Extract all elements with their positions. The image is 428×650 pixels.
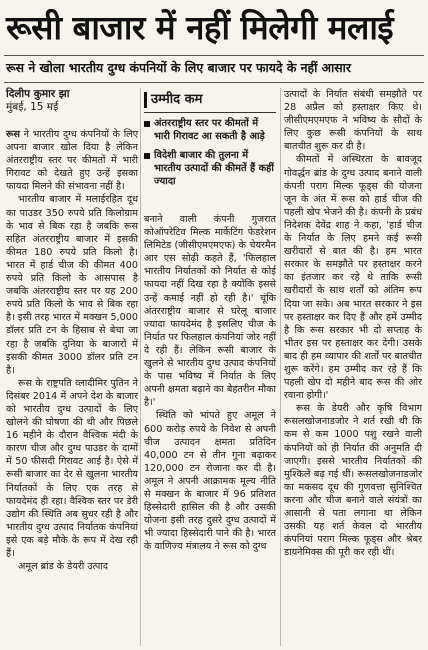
column-divider — [140, 88, 141, 646]
paragraph: अमूल ब्रांड के डेयरी उत्पाद — [18, 561, 108, 573]
highlight-item — [144, 117, 276, 143]
headline: रूसी बाजार में नहीं मिलेगी मलाई — [6, 8, 394, 47]
column-divider — [280, 88, 281, 646]
lead-word: रूस — [6, 129, 20, 140]
byline-dateline: मुंबई, 15 मई — [6, 101, 59, 113]
highlight-box-title: उम्मीद कम — [144, 92, 276, 108]
paragraph-text: ने भारतीय दुग्ध कंपनियों के लिए अपना बाजार खोल दिया है लेकिन अंतरराष्ट्रीय स्तर पर कीमतों में भारी गिरावट को देखते हुए उन्हें इसका फायदा मिलने की संभावना नहीं है। — [6, 129, 138, 193]
byline — [6, 88, 69, 114]
article-column-2 — [144, 213, 276, 553]
subheadline-rule — [4, 82, 424, 83]
highlight-item-text: अंतरराष्ट्रीय स्तर पर कीमतों में भारी गिरावट आ सकती है आड़े — [154, 118, 265, 142]
highlight-box-rule — [144, 112, 276, 113]
paragraph: रूस के राष्ट्रपति व्लादीमिर पुतिन ने दिसंबर 2014 में अपने देश के बाजार को भारतीय दुग्ध उत्पादों के लिए खोलने की घोषणा की थी और पिछले 16 महीने के दौरान वैश्विक मंदी के कारण चीज और दुग्ध पाउडर के दामों में 50 फीसदी गिरावट आई है। ऐसे में रूसी बाजार का देर से खुलना भारतीय निर्यातकों के लिए एक तरह से फायदेमंद ही रहा। वैश्विक स्तर पर डेरी उद्योग की स्थिति अब सुधर रही है और भारतीय दुग्ध उत्पाद निर्यातक कंपनियां इसे एक बड़े मौके के रूप में देख रही हैं। — [6, 377, 138, 559]
bullet-icon — [144, 153, 150, 159]
paragraph: रूस के डेयरी और कृषि विभाग रूसलखोजनाडजोर ने शर्त रखी थी कि कम से कम 1000 पशु रखने वाली कंपनियों को ही निर्यात की अनुमति दी जाएगी। इससे भारतीय निर्यातकों की मुश्किलें बढ़ गई थीं। रूसलखोजनाडजोर का मकसद दूध की गुणवत्ता सुनिश्चित करना और चीज बनाने वाले संयंत्रों का आसानी से पता लगाना था लेकिन उसकी यह शर्त केवल दो भारतीय कंपनियां पराग मिल्क फूड्स और श्रेबर डायनेमिक्स की पूरी कर रही थीं। — [284, 403, 422, 559]
paragraph: स्थिति को भांपते हुए अमूल ने 600 करोड़ रुपये के निवेश से अपनी चीज उत्पादन क्षमता प्रतिदिन 40,000 टन से तीन गुना बढ़ाकर 120,000 टन रोजाना कर दी है। अमूल ने अपनी आक्रामक मूल्य नीति से मक्खन के बाजार में 96 प्रतिशत हिस्सेदारी हासिल की है और उसकी योजना इसी तरह दुसरे दुग्ध उत्पादों में भी ज्यादा हिस्सेदारी पाने की है। भारत के वाणिज्य मंत्रालय ने रूस को दुग्ध — [144, 410, 276, 553]
headline-rule — [4, 55, 424, 56]
paragraph: कीमतों में अस्थिरता के बावजूद गोवर्द्धन ब्रांड के दुग्ध उत्पाद बनाने वाली कंपनी पराग मिल्क फूड्स की योजना जून के अंत में रूस को हार्ड चीज की पहली खेप भेजने की है। कंपनी के प्रबंध निदेशक देवेंद्र शाह ने कहा, 'हार्ड चीज के निर्यात के लिए हमने कई रूसी खरीदारों से बात की है। हम भारत सरकार के समझौते पर हस्ताक्षर करने का इंतजार कर रहे थे ताकि रूसी खरीदारों के साथ शर्तों को अंतिम रूप दिया जा सके। अब भारत सरकार ने इस पर हस्ताक्षर कर दिए हैं और हमें उम्मीद है कि रूस सरकार भी दो सप्ताह के भीतर इस पर हस्ताक्षर कर देगी। उसके बाद ही हम व्यापार की शर्तों पर बातचीत शुरू करेंगे। हम उम्मीद कर रहे हैं कि पहली खेप दो महीने बाद रूस की ओर रवाना होगी।' — [284, 154, 422, 402]
highlight-box — [144, 92, 276, 204]
highlight-item — [144, 149, 276, 188]
paragraph: भारतीय बाजार में मलाईरहित दूध का पाउडर 350 रुपये प्रति किलोग्राम के भाव से बिक रहा है जबकि रूस सहित अंतरराष्ट्रीय बाजार में इसकी कीमत 180 रुपये प्रति किलो है। भारत में हार्ड चीज की कीमत 400 रुपये प्रति किलो के आसपास है जबकि अंतरराष्ट्रीय स्तर पर यह 200 रुपये प्रति किलो के भाव से बिक रहा है। इसी तरह भारत में मक्खन 5,000 डॉलर प्रति टन के हिसाब से बेचा जा रहा है जबकि दुनिया के बाजारों में इसकी कीमत 3000 डॉलर प्रति टन है। — [6, 194, 138, 376]
article-column-1 — [6, 128, 138, 573]
byline-author: दिलीप कुमार झा — [6, 88, 70, 100]
paragraph — [6, 128, 138, 193]
bullet-icon — [144, 121, 150, 127]
article-column-3 — [284, 88, 422, 559]
paragraph: उत्पादों के निर्यात संबंधी समझौते पर 28 अप्रैल को हस्ताक्षर किए थे। जीसीएमएमएफ ने भविष्य के सौदों के लिए कुछ रूसी कंपनियों के साथ बातचीत शुरू कर दी है। — [284, 89, 422, 153]
subheadline: रूस ने खोला भारतीय दुग्ध कंपनियों के लिए बाजार पर फायदे के नहीं आसार — [6, 60, 351, 75]
paragraph: बनाने वाली कंपनी गुजरात कोऑपरेटिव मिल्क मार्केटिंग फेडरेशन लिमिटेड (जीसीएमएमएफ) के चेयरमैन आर एस सोढ़ी कहते हैं, 'फिलहाल भारतीय निर्यातकों को निर्यात से कोई फायदा नहीं दिख रहा है क्योंकि इससे उन्हें कमाई नहीं हो रही है।' चूंकि अंतरराष्ट्रीय बाजार से घरेलू बाजार ज्यादा फायदेमंद है इसलिए चीज के निर्यात पर फिलहाल कंपनियां जोर नहीं दे रही हैं। लेकिन रूसी बाजार के खुलने से भारतीय दुग्ध उत्पाद कंपनियों के पास भविष्य में निर्यात के लिए अपनी क्षमता बढ़ाने का बेहतरीन मौका है।' — [144, 214, 276, 409]
highlight-item-text: विदेशी बाजार की तुलना में भारतीय उत्पादों की कीमतें हैं कहीं ज्यादा — [154, 150, 274, 187]
